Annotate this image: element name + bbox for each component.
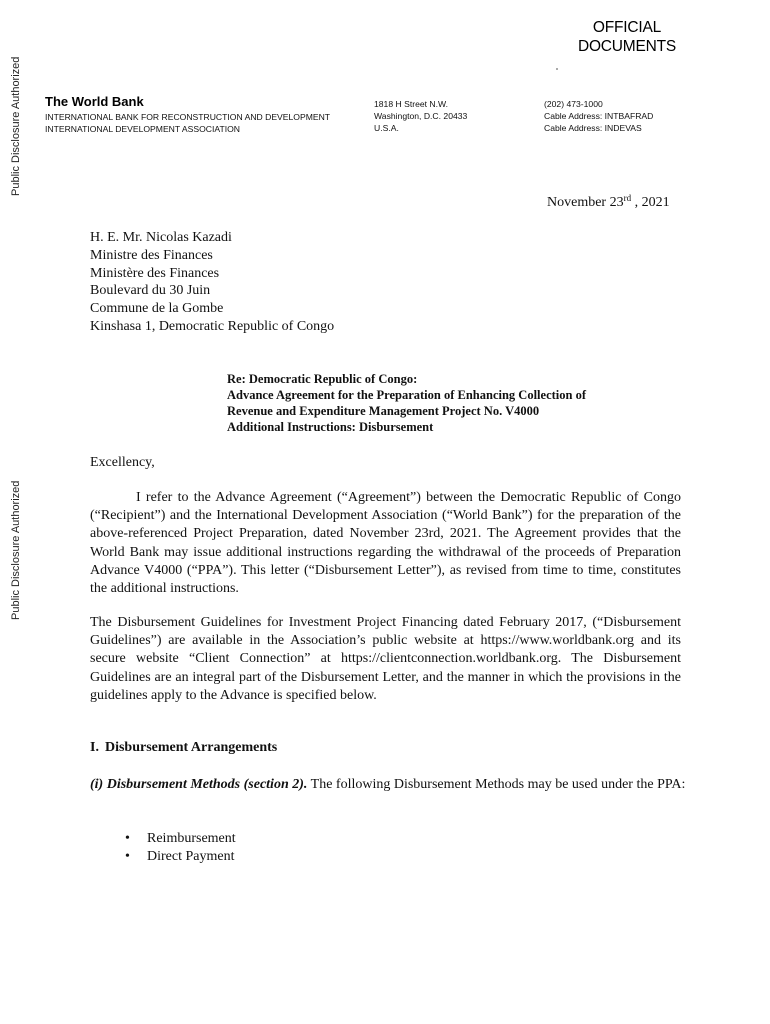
- list-item-label: Reimbursement: [147, 831, 236, 846]
- date-month-day: November 23: [547, 195, 624, 210]
- address-line-1: 1818 H Street N.W.: [374, 99, 449, 109]
- official-documents-stamp: [575, 18, 679, 56]
- contact-line-3: Cable Address: INDEVAS: [544, 123, 642, 133]
- recipient-line-6: Kinshasa 1, Democratic Republic of Congo: [90, 318, 335, 334]
- recipient-line-4: Boulevard du 30 Juin: [90, 283, 211, 299]
- list-item-label: Direct Payment: [147, 849, 235, 865]
- date-ordinal: rd: [623, 193, 632, 203]
- stamp-line-2: DOCUMENTS: [577, 38, 677, 55]
- recipient-line-3: Ministère des Finances: [90, 265, 220, 281]
- body-paragraph-1: I refer to the Advance Agreement (“Agreement”) between the Democratic Republic of Congo (“Recipient”) and the International Development Association (“World Bank”) for the preparation of the above-referenced Project Preparation, dated November 23rd, 2021. The Agreement provides that the World Bank may issue additional instructions regarding the withdrawal of the proceeds of Preparation Advance V4000 (“PPA”). This letter (“Disbursement Letter”), as revised from time to time, constitutes the additional instructions.: [90, 490, 681, 597]
- recipient-address: [90, 229, 334, 336]
- contact-line-2: Cable Address: INTBAFRAD: [544, 111, 654, 121]
- subject-line-2: Advance Agreement for the Preparation of Enhancing Collection of: [227, 388, 586, 402]
- methods-paragraph: [90, 776, 690, 794]
- methods-heading: (i) Disbursement Methods (section 2).: [90, 777, 308, 792]
- methods-text: The following Disbursement Methods may be used under the PPA:: [307, 777, 686, 792]
- section-heading: [90, 740, 277, 756]
- stamp-line-1: OFFICIAL: [592, 19, 662, 36]
- bullet-icon: •: [125, 849, 130, 865]
- address-line-2: Washington, D.C. 20433: [374, 111, 468, 121]
- salutation: Excellency,: [90, 455, 155, 470]
- subject-line-4: Additional Instructions: Disbursement: [227, 420, 434, 434]
- org-name: The World Bank: [45, 94, 144, 109]
- org-subtitle-line-2: INTERNATIONAL DEVELOPMENT ASSOCIATION: [45, 124, 240, 134]
- subject-line-1: Re: Democratic Republic of Congo:: [227, 372, 418, 386]
- methods-list: [125, 830, 236, 866]
- disclosure-label-top: Public Disclosure Authorized: [10, 56, 22, 196]
- org-subtitle: [45, 111, 330, 135]
- subject-block: [227, 371, 586, 435]
- body-paragraph-2: The Disbursement Guidelines for Investment Project Financing dated February 2017, (“Disbursement Guidelines”) are available in the Association’s public website at https://www.worldbank.org and its secure website “Client Connection” at https://clientconnection.worldbank.org. The Disbursement Guidelines are an integral part of the Disbursement Letter, and the manner in which the provisions in the guidelines apply to the Advance is specified below.: [90, 615, 681, 703]
- section-number: I.: [90, 740, 99, 755]
- disclosure-label-middle: Public Disclosure Authorized: [10, 480, 22, 620]
- subject-line-3: Revenue and Expenditure Management Project No. V4000: [227, 404, 540, 418]
- org-address: [374, 98, 467, 134]
- address-line-3: U.S.A.: [374, 123, 399, 133]
- org-subtitle-line-1: INTERNATIONAL BANK FOR RECONSTRUCTION AND DEVELOPMENT: [45, 112, 331, 122]
- scan-speck: [556, 68, 558, 70]
- list-item: [125, 830, 236, 848]
- bullet-icon: •: [125, 831, 130, 846]
- recipient-line-2: Ministre des Finances: [90, 247, 213, 263]
- section-title: Disbursement Arrangements: [104, 740, 278, 755]
- contact-line-1: (202) 473-1000: [544, 99, 603, 109]
- recipient-line-5: Commune de la Gombe: [90, 301, 224, 317]
- letter-date: [547, 193, 670, 211]
- recipient-line-1: H. E. Mr. Nicolas Kazadi: [90, 230, 232, 245]
- date-year: , 2021: [631, 195, 670, 210]
- list-item: [125, 848, 236, 866]
- org-contact: [544, 98, 653, 134]
